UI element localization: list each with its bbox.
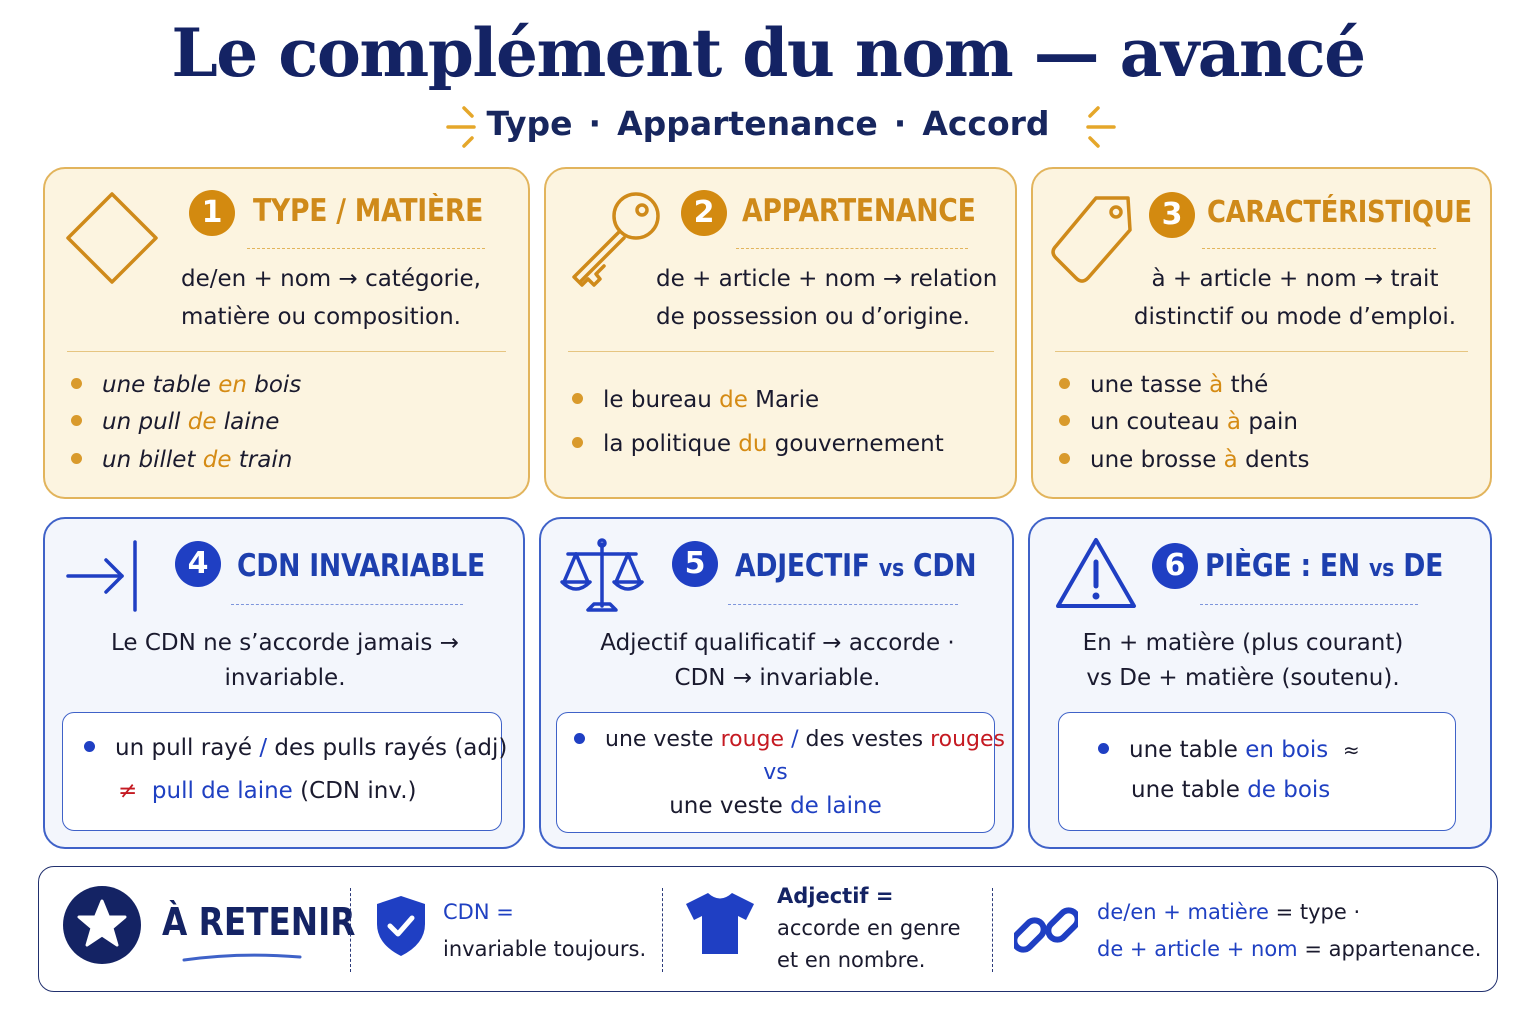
number-badge-6: 6 bbox=[1152, 543, 1198, 589]
example-line: une table en bois ≈ bbox=[1098, 737, 1360, 763]
desc-line: invariable. bbox=[224, 665, 346, 691]
example-line: une veste de laine bbox=[669, 793, 882, 819]
retenir-item-matiere: de/en + matière = type · de + article + nom = appartenance. bbox=[1097, 900, 1482, 961]
key-icon bbox=[566, 188, 666, 294]
retenir-label: À RETENIR bbox=[162, 900, 356, 944]
desc-line: de/en + nom → catégorie, bbox=[181, 266, 481, 292]
tag-icon bbox=[1050, 192, 1138, 288]
example-item: une table en bois bbox=[71, 372, 301, 398]
card-title-piege: PIÈGE : EN vs DE bbox=[1205, 548, 1444, 584]
title-underline bbox=[728, 604, 958, 605]
example-line: un pull rayé / des pulls rayés (adj) bbox=[84, 735, 507, 761]
card-title-type-matiere: TYPE / MATIÈRE bbox=[253, 193, 484, 229]
desc-line: En + matière (plus courant) bbox=[1082, 630, 1404, 656]
title-underline bbox=[1200, 604, 1418, 605]
number-badge-2: 2 bbox=[681, 190, 727, 236]
number-badge-4: 4 bbox=[175, 541, 221, 587]
example-line: ≠ pull de laine (CDN inv.) bbox=[118, 778, 417, 804]
retenir-item-cdn: CDN = invariable toujours. bbox=[443, 900, 647, 961]
number-badge-5: 5 bbox=[672, 541, 718, 587]
separator bbox=[992, 888, 993, 972]
example-line: une table de bois bbox=[1131, 777, 1331, 803]
shield-check-icon bbox=[374, 894, 428, 958]
desc-line: distinctif ou mode d’emploi. bbox=[1133, 304, 1457, 330]
example-item: la politique du gouvernement bbox=[572, 431, 944, 457]
desc-line: Adjectif qualificatif → accorde · bbox=[600, 630, 955, 656]
divider bbox=[67, 351, 506, 352]
card-title-cdn-invariable: CDN INVARIABLE bbox=[237, 548, 485, 584]
card-description bbox=[1058, 626, 1428, 696]
card-title-adjectif-vs-cdn: ADJECTIF vs CDN bbox=[735, 548, 977, 584]
subtitle bbox=[0, 104, 1536, 143]
desc-line: Le CDN ne s’accorde jamais → bbox=[111, 630, 459, 656]
example-box bbox=[62, 712, 502, 831]
number-badge-1: 1 bbox=[189, 190, 235, 236]
star-badge-icon bbox=[62, 885, 142, 965]
card-title-caracteristique: CARACTÉRISTIQUE bbox=[1207, 195, 1472, 230]
desc-line: à + article + nom → trait bbox=[1151, 266, 1439, 292]
subtitle-separator: · bbox=[893, 104, 907, 143]
desc-line: CDN → invariable. bbox=[674, 665, 881, 691]
card-description bbox=[656, 260, 1006, 336]
example-item: un billet de train bbox=[71, 447, 292, 473]
warning-icon bbox=[1054, 534, 1138, 612]
example-item: une tasse à thé bbox=[1059, 372, 1268, 398]
retenir-underline bbox=[180, 950, 304, 964]
sparkle-right-icon bbox=[1068, 102, 1118, 152]
example-box bbox=[1058, 712, 1456, 831]
page-title: Le complément du nom — avancé bbox=[171, 14, 1365, 92]
card-title-appartenance: APPARTENANCE bbox=[742, 193, 976, 229]
example-line: une veste rouge / des vestes rouges bbox=[574, 727, 1005, 752]
link-icon bbox=[1014, 898, 1078, 962]
divider bbox=[568, 351, 994, 352]
separator bbox=[662, 888, 663, 972]
arrow-bar-icon bbox=[64, 538, 144, 614]
desc-line: vs De + matière (soutenu). bbox=[1086, 665, 1400, 691]
desc-line: de + article + nom → relation bbox=[656, 266, 998, 292]
card-description bbox=[570, 626, 985, 696]
example-item: une brosse à dents bbox=[1059, 447, 1309, 473]
number-badge-3: 3 bbox=[1149, 192, 1195, 238]
example-item: un pull de laine bbox=[71, 409, 279, 435]
scale-icon bbox=[558, 536, 646, 616]
tshirt-icon bbox=[684, 890, 756, 956]
title-underline bbox=[1202, 248, 1436, 249]
divider bbox=[1055, 351, 1468, 352]
card-description bbox=[181, 260, 521, 336]
title-underline bbox=[231, 604, 463, 605]
title-underline bbox=[247, 248, 485, 249]
card-description bbox=[90, 626, 480, 696]
subtitle-separator: · bbox=[588, 104, 602, 143]
example-item: le bureau de Marie bbox=[572, 387, 819, 413]
subtitle-accord: Accord bbox=[922, 104, 1050, 143]
title-underline bbox=[736, 248, 968, 249]
desc-line: de possession ou d’origine. bbox=[656, 304, 970, 330]
separator bbox=[350, 888, 351, 972]
diamond-icon bbox=[64, 190, 160, 286]
subtitle-appartenance: Appartenance bbox=[617, 104, 878, 143]
desc-line: matière ou composition. bbox=[181, 304, 461, 330]
retenir-item-adjectif: Adjectif = accorde en genre et en nombre. bbox=[777, 884, 961, 972]
example-item: un couteau à pain bbox=[1059, 409, 1298, 435]
card-description bbox=[1130, 260, 1460, 336]
subtitle-type: Type bbox=[486, 104, 573, 143]
vs-label: vs bbox=[763, 760, 788, 785]
